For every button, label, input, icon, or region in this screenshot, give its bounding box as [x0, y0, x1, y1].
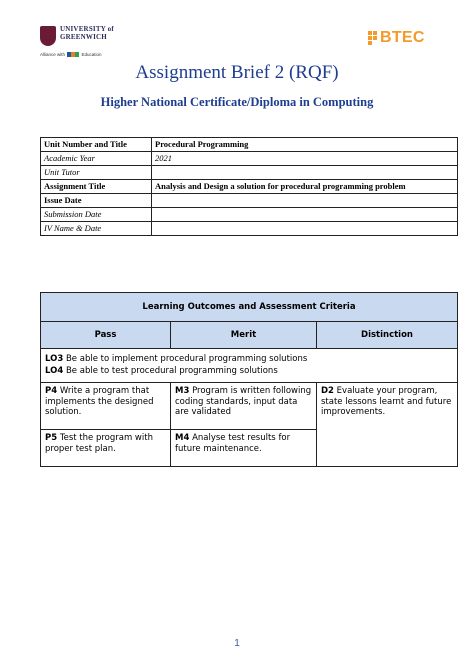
- learning-outcome: [45, 353, 453, 365]
- column-header-merit: Merit: [171, 322, 317, 349]
- criterion-p5: [45, 433, 166, 454]
- table-row: [41, 138, 458, 152]
- outcome-code: LO3: [45, 354, 64, 364]
- criterion-p4: [45, 386, 166, 418]
- university-name: [60, 25, 114, 41]
- criterion-cell: [171, 430, 317, 467]
- info-label: Academic Year: [41, 152, 152, 166]
- info-label: Unit Tutor: [41, 166, 152, 180]
- page-number: 1: [234, 638, 240, 649]
- info-value: [152, 208, 458, 222]
- outcome-code: LO4: [45, 366, 64, 376]
- learning-outcome: [45, 365, 453, 377]
- btec-text: BTEC: [380, 29, 425, 46]
- university-line1: UNIVERSITY of: [60, 25, 114, 33]
- criterion-m3: [175, 386, 312, 418]
- info-label: Issue Date: [41, 194, 152, 208]
- alliance-right: Education: [81, 52, 102, 57]
- table-row: [41, 383, 458, 430]
- table-row: [41, 180, 458, 194]
- page-subtitle: Higher National Certificate/Diploma in Computing: [100, 95, 374, 109]
- criterion-text: Evaluate your program, state lessons learnt and future improvements.: [321, 386, 452, 417]
- criterion-code: P5: [45, 433, 58, 443]
- alliance-line: [40, 52, 102, 57]
- criterion-cell: [317, 383, 458, 467]
- lo-table-title: Learning Outcomes and Assessment Criteria: [41, 293, 458, 322]
- info-value: Analysis and Design a solution for procedural programming problem: [152, 180, 458, 194]
- fpt-logo-icon: [67, 52, 79, 57]
- criterion-code: M4: [175, 433, 190, 443]
- info-value: [152, 194, 458, 208]
- info-label: IV Name & Date: [41, 222, 152, 236]
- outcome-text: Be able to implement procedural programming solutions: [63, 354, 308, 364]
- criterion-d2: [321, 386, 453, 418]
- btec-mark-icon: [368, 31, 378, 45]
- criterion-code: D2: [321, 386, 334, 396]
- page-title: Assignment Brief 2 (RQF): [135, 62, 339, 83]
- criterion-text: Program is written following coding standards, input data are validated: [175, 386, 312, 417]
- info-label: Assignment Title: [41, 180, 152, 194]
- table-row: [41, 194, 458, 208]
- info-value: Procedural Programming: [152, 138, 458, 152]
- learning-outcomes-table: [40, 292, 458, 467]
- table-row: [41, 208, 458, 222]
- table-row: [41, 222, 458, 236]
- assignment-info-table: [40, 137, 458, 236]
- criterion-m4: [175, 433, 312, 454]
- info-label: Submission Date: [41, 208, 152, 222]
- info-value: 2021: [152, 152, 458, 166]
- university-line2: GREENWICH: [60, 33, 107, 41]
- criterion-cell: [171, 383, 317, 430]
- criterion-code: P4: [45, 386, 58, 396]
- learning-outcomes-cell: [41, 349, 458, 383]
- info-label: Unit Number and Title: [41, 138, 152, 152]
- university-logo: [40, 24, 160, 60]
- criterion-cell: [41, 383, 171, 430]
- criterion-cell: [41, 430, 171, 467]
- info-value: [152, 166, 458, 180]
- table-row: [41, 349, 458, 383]
- criterion-code: M3: [175, 386, 190, 396]
- crest-icon: [40, 26, 56, 46]
- info-value: [152, 222, 458, 236]
- criterion-text: Test the program with proper test plan.: [45, 433, 153, 454]
- table-row: [41, 152, 458, 166]
- outcome-text: Be able to test procedural programming solutions: [63, 366, 278, 376]
- alliance-left: Alliance with: [40, 52, 66, 57]
- column-header-pass: Pass: [41, 322, 171, 349]
- btec-logo: [368, 30, 428, 48]
- column-header-distinction: Distinction: [317, 322, 458, 349]
- criterion-text: Write a program that implements the designed solution.: [45, 386, 154, 417]
- table-row: [41, 322, 458, 349]
- criterion-text: Analyse test results for future maintenance.: [175, 433, 291, 454]
- table-row: [41, 166, 458, 180]
- table-row: [41, 293, 458, 322]
